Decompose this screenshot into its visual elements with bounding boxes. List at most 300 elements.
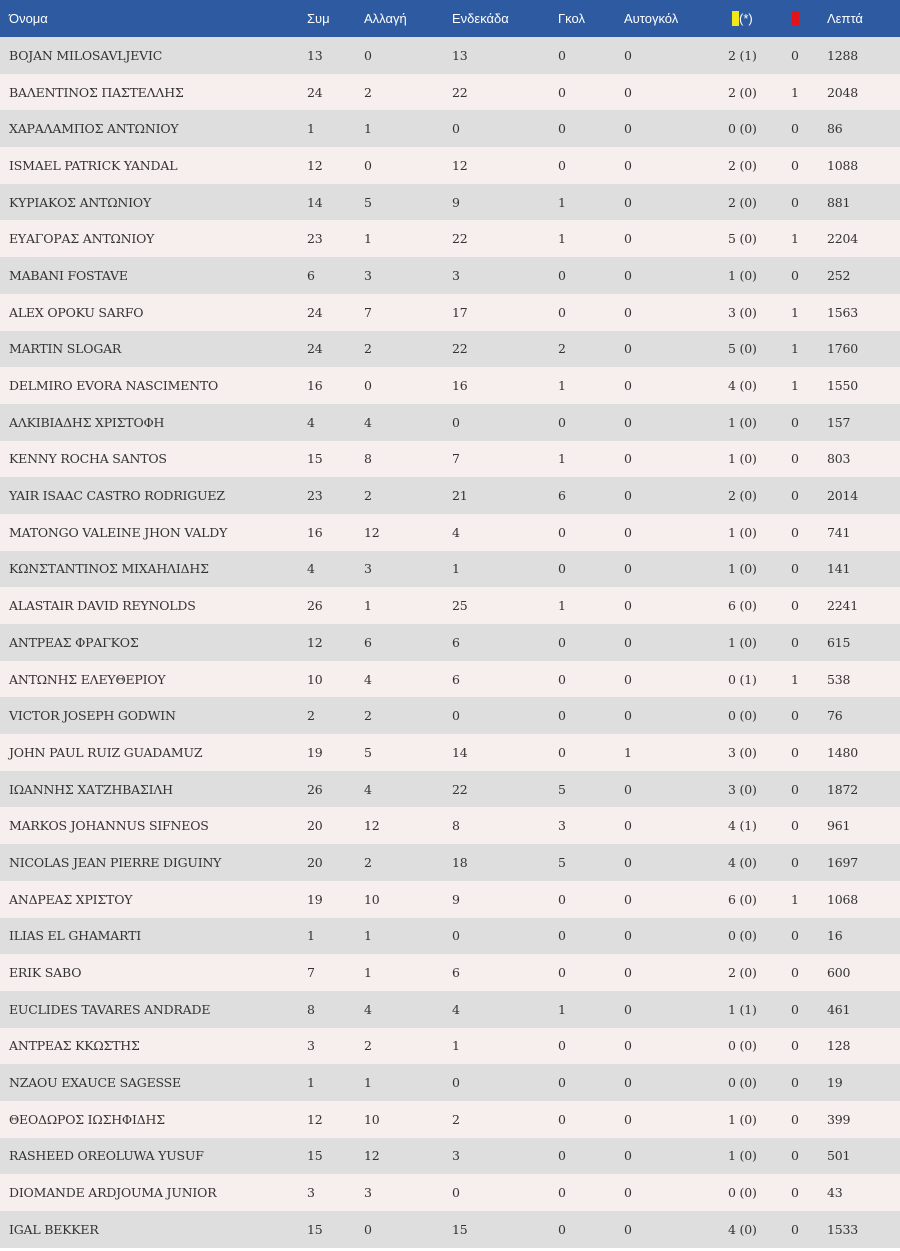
own-goals-cell: 0	[624, 157, 632, 173]
red-cards-cell: 0	[791, 561, 799, 577]
yellow-cards-cell: 1 (0)	[728, 451, 757, 467]
own-goals-cell: 0	[624, 1111, 632, 1127]
substitutions-cell: 8	[364, 451, 372, 467]
starting-lineup-cell: 17	[452, 304, 468, 320]
minutes-cell: 76	[827, 708, 843, 724]
table-row	[0, 477, 900, 514]
starting-lineup-cell: 8	[452, 818, 460, 834]
substitutions-cell: 1	[364, 231, 372, 247]
minutes-cell: 615	[827, 634, 851, 650]
goals-cell: 5	[558, 854, 566, 870]
red-cards-cell: 0	[791, 781, 799, 797]
starting-lineup-cell: 6	[452, 634, 460, 650]
table-row	[0, 294, 900, 331]
own-goals-cell: 0	[624, 414, 632, 430]
appearances-cell: 12	[307, 157, 323, 173]
red-cards-cell: 0	[791, 194, 799, 210]
header-row	[0, 0, 900, 37]
yellow-cards-cell: 2 (0)	[728, 157, 757, 173]
substitutions-cell: 1	[364, 121, 372, 137]
substitutions-cell: 1	[364, 598, 372, 614]
player-name[interactable]: ILIAS EL GHAMARTI	[9, 928, 141, 944]
goals-cell: 1	[558, 1001, 566, 1017]
player-name[interactable]: ΘΕΟΔΩΡΟΣ ΙΩΣΗΦΙΔΗΣ	[9, 1111, 165, 1127]
goals-cell: 0	[558, 84, 566, 100]
substitutions-cell: 4	[364, 671, 372, 687]
appearances-cell: 16	[307, 524, 323, 540]
goals-cell: 0	[558, 744, 566, 760]
minutes-cell: 1550	[827, 378, 859, 394]
yellow-cards-cell: 2 (0)	[728, 965, 757, 981]
yellow-cards-cell: 2 (0)	[728, 84, 757, 100]
goals-cell: 1	[558, 378, 566, 394]
appearances-cell: 26	[307, 781, 323, 797]
minutes-cell: 16	[827, 928, 843, 944]
red-cards-cell: 0	[791, 267, 799, 283]
yellow-card-icon	[732, 11, 739, 26]
starting-lineup-cell: 22	[452, 781, 468, 797]
minutes-cell: 141	[827, 561, 851, 577]
minutes-cell: 881	[827, 194, 851, 210]
red-cards-cell: 0	[791, 744, 799, 760]
red-cards-cell: 0	[791, 121, 799, 137]
player-name[interactable]: RASHEED OREOLUWA YUSUF	[9, 1148, 204, 1164]
player-name[interactable]: MABANI FOSTAVE	[9, 267, 128, 283]
goals-cell: 0	[558, 634, 566, 650]
starting-lineup-cell: 7	[452, 451, 460, 467]
own-goals-cell: 0	[624, 194, 632, 210]
own-goals-cell: 0	[624, 1075, 632, 1091]
substitutions-cell: 5	[364, 744, 372, 760]
starting-lineup-cell: 14	[452, 744, 468, 760]
player-name[interactable]: KENNY ROCHA SANTOS	[9, 451, 167, 467]
own-goals-cell: 0	[624, 781, 632, 797]
red-cards-cell: 0	[791, 598, 799, 614]
appearances-cell: 2	[307, 708, 315, 724]
substitutions-cell: 6	[364, 634, 372, 650]
red-cards-cell: 0	[791, 451, 799, 467]
table-row	[0, 697, 900, 734]
red-cards-cell: 0	[791, 854, 799, 870]
starting-lineup-cell: 2	[452, 1111, 460, 1127]
player-name[interactable]: NZAOU EXAUCE SAGESSE	[9, 1075, 181, 1091]
table-row	[0, 991, 900, 1028]
substitutions-cell: 1	[364, 928, 372, 944]
minutes-cell: 1697	[827, 854, 859, 870]
substitutions-cell: 4	[364, 414, 372, 430]
starting-lineup-cell: 6	[452, 965, 460, 981]
substitutions-cell: 12	[364, 818, 380, 834]
red-cards-cell: 0	[791, 1075, 799, 1091]
goals-cell: 0	[558, 1038, 566, 1054]
own-goals-cell: 0	[624, 488, 632, 504]
minutes-cell: 538	[827, 671, 851, 687]
substitutions-cell: 12	[364, 1148, 380, 1164]
appearances-cell: 8	[307, 1001, 315, 1017]
yellow-cards-cell: 4 (0)	[728, 1221, 757, 1237]
starting-lineup-cell: 1	[452, 561, 460, 577]
appearances-cell: 7	[307, 965, 315, 981]
minutes-cell: 2048	[827, 84, 859, 100]
appearances-cell: 15	[307, 451, 323, 467]
starting-lineup-cell: 0	[452, 708, 460, 724]
yellow-cards-cell: 1 (0)	[728, 1148, 757, 1164]
appearances-cell: 15	[307, 1148, 323, 1164]
starting-lineup-cell: 3	[452, 1148, 460, 1164]
appearances-cell: 24	[307, 304, 323, 320]
substitutions-cell: 3	[364, 1185, 372, 1201]
own-goals-cell: 0	[624, 928, 632, 944]
table-row	[0, 147, 900, 184]
substitutions-cell: 3	[364, 561, 372, 577]
minutes-cell: 600	[827, 965, 851, 981]
yellow-cards-cell: 0 (0)	[728, 928, 757, 944]
starting-lineup-cell: 0	[452, 1185, 460, 1201]
appearances-cell: 10	[307, 671, 323, 687]
minutes-cell: 461	[827, 1001, 851, 1017]
player-name[interactable]: DELMIRO EVORA NASCIMENTO	[9, 378, 219, 394]
table-row	[0, 954, 900, 991]
player-name[interactable]: ALASTAIR DAVID REYNOLDS	[9, 598, 196, 614]
appearances-cell: 6	[307, 267, 315, 283]
own-goals-cell: 0	[624, 561, 632, 577]
starting-lineup-cell: 3	[452, 267, 460, 283]
yellow-cards-cell: 0 (1)	[728, 671, 757, 687]
appearances-cell: 12	[307, 1111, 323, 1127]
own-goals-cell: 0	[624, 84, 632, 100]
player-name[interactable]: ΚΥΡΙΑΚΟΣ ΑΝΤΩΝΙΟΥ	[9, 194, 152, 210]
table-row	[0, 624, 900, 661]
red-cards-cell: 0	[791, 1001, 799, 1017]
minutes-cell: 961	[827, 818, 851, 834]
player-name[interactable]: ΑΝΤΡΕΑΣ ΚΚΩΣΤΗΣ	[9, 1038, 140, 1054]
table-row	[0, 844, 900, 881]
yellow-cards-cell: 0 (0)	[728, 1075, 757, 1091]
goals-cell: 3	[558, 818, 566, 834]
player-name[interactable]: JOHN PAUL RUIZ GUADAMUZ	[9, 744, 203, 760]
red-cards-cell: 0	[791, 928, 799, 944]
own-goals-cell: 1	[624, 744, 632, 760]
yellow-cards-cell: 1 (0)	[728, 561, 757, 577]
yellow-cards-cell: 5 (0)	[728, 341, 757, 357]
table-row	[0, 331, 900, 368]
table-row	[0, 881, 900, 918]
header-yellow-suffix: (*)	[739, 11, 753, 26]
starting-lineup-cell: 22	[452, 341, 468, 357]
header-yellow-cards[interactable]	[728, 0, 791, 37]
table-row	[0, 771, 900, 808]
player-name[interactable]: NICOLAS JEAN PIERRE DIGUINY	[9, 854, 222, 870]
table-row	[0, 74, 900, 111]
player-name[interactable]: YAIR ISAAC CASTRO RODRIGUEZ	[9, 488, 225, 504]
header-red-cards[interactable]	[791, 0, 827, 37]
appearances-cell: 16	[307, 378, 323, 394]
red-cards-cell: 1	[791, 378, 799, 394]
table-row	[0, 1064, 900, 1101]
appearances-cell: 24	[307, 341, 323, 357]
minutes-cell: 399	[827, 1111, 851, 1127]
yellow-cards-cell: 5 (0)	[728, 231, 757, 247]
appearances-cell: 4	[307, 561, 315, 577]
own-goals-cell: 0	[624, 451, 632, 467]
yellow-cards-cell: 1 (1)	[728, 1001, 757, 1017]
player-name[interactable]: MARTIN SLOGAR	[9, 341, 122, 357]
goals-cell: 0	[558, 1221, 566, 1237]
table-row	[0, 551, 900, 588]
appearances-cell: 23	[307, 488, 323, 504]
header-goals[interactable]: Γκολ	[558, 11, 585, 26]
yellow-cards-cell: 3 (0)	[728, 781, 757, 797]
table-row	[0, 661, 900, 698]
appearances-cell: 12	[307, 634, 323, 650]
substitutions-cell: 2	[364, 488, 372, 504]
substitutions-cell: 0	[364, 1221, 372, 1237]
starting-lineup-cell: 4	[452, 1001, 460, 1017]
player-name[interactable]: ΚΩΝΣΤΑΝΤΙΝΟΣ ΜΙΧΑΗΛΙΔΗΣ	[9, 561, 209, 577]
yellow-cards-cell: 3 (0)	[728, 304, 757, 320]
goals-cell: 0	[558, 267, 566, 283]
goals-cell: 0	[558, 1111, 566, 1127]
substitutions-cell: 1	[364, 1075, 372, 1091]
minutes-cell: 803	[827, 451, 851, 467]
player-name[interactable]: DIOMANDE ARDJOUMA JUNIOR	[9, 1185, 217, 1201]
red-cards-cell: 0	[791, 488, 799, 504]
red-cards-cell: 1	[791, 891, 799, 907]
own-goals-cell: 0	[624, 708, 632, 724]
goals-cell: 0	[558, 121, 566, 137]
appearances-cell: 19	[307, 744, 323, 760]
yellow-cards-cell: 0 (0)	[728, 121, 757, 137]
table-row	[0, 37, 900, 74]
table-row	[0, 1174, 900, 1211]
own-goals-cell: 0	[624, 818, 632, 834]
player-name[interactable]: ΑΝΤΩΝΗΣ ΕΛΕΥΘΕΡΙΟΥ	[9, 671, 166, 687]
yellow-cards-cell: 0 (0)	[728, 1185, 757, 1201]
appearances-cell: 3	[307, 1038, 315, 1054]
table-row	[0, 1101, 900, 1138]
substitutions-cell: 4	[364, 1001, 372, 1017]
goals-cell: 0	[558, 891, 566, 907]
substitutions-cell: 2	[364, 708, 372, 724]
red-cards-cell: 0	[791, 47, 799, 63]
starting-lineup-cell: 18	[452, 854, 468, 870]
player-name[interactable]: BOJAN MILOSAVLJEVIC	[9, 47, 163, 63]
goals-cell: 1	[558, 194, 566, 210]
substitutions-cell: 3	[364, 267, 372, 283]
own-goals-cell: 0	[624, 524, 632, 540]
substitutions-cell: 4	[364, 781, 372, 797]
substitutions-cell: 0	[364, 47, 372, 63]
appearances-cell: 4	[307, 414, 315, 430]
minutes-cell: 86	[827, 121, 843, 137]
table-row	[0, 587, 900, 624]
player-name[interactable]: EUCLIDES TAVARES ANDRADE	[9, 1001, 211, 1017]
player-name[interactable]: ERIK SABO	[9, 965, 82, 981]
table-row	[0, 514, 900, 551]
own-goals-cell: 0	[624, 1148, 632, 1164]
own-goals-cell: 0	[624, 341, 632, 357]
yellow-cards-cell: 1 (0)	[728, 414, 757, 430]
header-appearances[interactable]: Συμ	[307, 11, 330, 26]
minutes-cell: 741	[827, 524, 851, 540]
yellow-cards-cell: 1 (0)	[728, 1111, 757, 1127]
red-cards-cell: 0	[791, 965, 799, 981]
player-name[interactable]: ΑΛΚΙΒΙΑΔΗΣ ΧΡΙΣΤΟΦΗ	[9, 414, 165, 430]
starting-lineup-cell: 6	[452, 671, 460, 687]
player-name[interactable]: ΕΥΑΓΟΡΑΣ ΑΝΤΩΝΙΟΥ	[9, 231, 155, 247]
minutes-cell: 501	[827, 1148, 851, 1164]
minutes-cell: 128	[827, 1038, 851, 1054]
goals-cell: 0	[558, 157, 566, 173]
minutes-cell: 19	[827, 1075, 843, 1091]
header-minutes[interactable]: Λεπτά	[827, 11, 863, 26]
starting-lineup-cell: 9	[452, 891, 460, 907]
own-goals-cell: 0	[624, 1185, 632, 1201]
goals-cell: 0	[558, 414, 566, 430]
starting-lineup-cell: 0	[452, 928, 460, 944]
yellow-cards-cell: 2 (0)	[728, 488, 757, 504]
red-cards-cell: 0	[791, 1111, 799, 1127]
red-cards-cell: 1	[791, 231, 799, 247]
red-cards-cell: 0	[791, 1038, 799, 1054]
player-name[interactable]: ISMAEL PATRICK YANDAL	[9, 157, 178, 173]
goals-cell: 0	[558, 965, 566, 981]
goals-cell: 0	[558, 1185, 566, 1201]
minutes-cell: 1088	[827, 157, 859, 173]
red-cards-cell: 0	[791, 524, 799, 540]
red-cards-cell: 0	[791, 1148, 799, 1164]
minutes-cell: 1288	[827, 47, 859, 63]
table-row	[0, 734, 900, 771]
player-name[interactable]: IGAL BEKKER	[9, 1221, 99, 1237]
substitutions-cell: 10	[364, 891, 380, 907]
minutes-cell: 1872	[827, 781, 859, 797]
header-starting-lineup[interactable]: Ενδεκάδα	[452, 11, 509, 26]
player-name[interactable]: VICTOR JOSEPH GODWIN	[9, 708, 176, 724]
player-name[interactable]: ΑΝΔΡΕΑΣ ΧΡΙΣΤΟΥ	[9, 891, 133, 907]
starting-lineup-cell: 25	[452, 598, 468, 614]
appearances-cell: 13	[307, 47, 323, 63]
player-name[interactable]: MARKOS JOHANNUS SIFNEOS	[9, 818, 209, 834]
minutes-cell: 2241	[827, 598, 859, 614]
table-row	[0, 441, 900, 478]
appearances-cell: 23	[307, 231, 323, 247]
yellow-cards-cell: 4 (0)	[728, 378, 757, 394]
red-cards-cell: 1	[791, 341, 799, 357]
goals-cell: 0	[558, 928, 566, 944]
goals-cell: 6	[558, 488, 566, 504]
own-goals-cell: 0	[624, 891, 632, 907]
red-cards-cell: 0	[791, 818, 799, 834]
appearances-cell: 1	[307, 928, 315, 944]
table-row	[0, 807, 900, 844]
starting-lineup-cell: 4	[452, 524, 460, 540]
starting-lineup-cell: 9	[452, 194, 460, 210]
red-cards-cell: 0	[791, 634, 799, 650]
goals-cell: 2	[558, 341, 566, 357]
yellow-cards-cell: 1 (0)	[728, 524, 757, 540]
yellow-cards-cell: 1 (0)	[728, 267, 757, 283]
appearances-cell: 20	[307, 818, 323, 834]
substitutions-cell: 2	[364, 84, 372, 100]
table-header	[0, 0, 900, 37]
starting-lineup-cell: 1	[452, 1038, 460, 1054]
goals-cell: 0	[558, 1148, 566, 1164]
appearances-cell: 19	[307, 891, 323, 907]
goals-cell: 1	[558, 451, 566, 467]
appearances-cell: 24	[307, 84, 323, 100]
starting-lineup-cell: 16	[452, 378, 468, 394]
starting-lineup-cell: 22	[452, 84, 468, 100]
substitutions-cell: 2	[364, 1038, 372, 1054]
substitutions-cell: 2	[364, 854, 372, 870]
minutes-cell: 2204	[827, 231, 859, 247]
header-substitutions[interactable]: Αλλαγή	[364, 11, 407, 26]
red-cards-cell: 0	[791, 1185, 799, 1201]
own-goals-cell: 0	[624, 267, 632, 283]
minutes-cell: 43	[827, 1185, 843, 1201]
goals-cell: 0	[558, 708, 566, 724]
player-name[interactable]: MATONGO VALEINE JHON VALDY	[9, 524, 228, 540]
table-row	[0, 918, 900, 955]
table-row	[0, 1028, 900, 1065]
own-goals-cell: 0	[624, 121, 632, 137]
starting-lineup-cell: 21	[452, 488, 468, 504]
player-name[interactable]: ΧΑΡΑΛΑΜΠΟΣ ΑΝΤΩΝΙΟΥ	[9, 121, 179, 137]
substitutions-cell: 10	[364, 1111, 380, 1127]
header-name[interactable]: Όνομα	[9, 11, 48, 26]
yellow-cards-cell: 6 (0)	[728, 891, 757, 907]
yellow-cards-cell: 3 (0)	[728, 744, 757, 760]
table-row	[0, 1138, 900, 1175]
own-goals-cell: 0	[624, 634, 632, 650]
own-goals-cell: 0	[624, 304, 632, 320]
player-name[interactable]: ΒΑΛΕΝΤΙΝΟΣ ΠΑΣΤΕΛΛΗΣ	[9, 84, 184, 100]
player-name[interactable]: ALEX OPOKU SARFO	[9, 304, 144, 320]
own-goals-cell: 0	[624, 598, 632, 614]
table-row	[0, 110, 900, 147]
red-cards-cell: 0	[791, 1221, 799, 1237]
goals-cell: 1	[558, 231, 566, 247]
header-own-goals[interactable]: Αυτογκόλ	[624, 11, 679, 26]
yellow-cards-cell: 4 (0)	[728, 854, 757, 870]
appearances-cell: 15	[307, 1221, 323, 1237]
player-name[interactable]: ΙΩΑΝΝΗΣ ΧΑΤΖΗΒΑΣΙΛΗ	[9, 781, 173, 797]
starting-lineup-cell: 0	[452, 414, 460, 430]
yellow-cards-cell: 4 (1)	[728, 818, 757, 834]
red-cards-cell: 1	[791, 304, 799, 320]
red-cards-cell: 1	[791, 671, 799, 687]
substitutions-cell: 7	[364, 304, 372, 320]
table-row	[0, 367, 900, 404]
substitutions-cell: 0	[364, 378, 372, 394]
red-cards-cell: 1	[791, 84, 799, 100]
minutes-cell: 252	[827, 267, 851, 283]
table-row	[0, 184, 900, 221]
player-name[interactable]: ΑΝΤΡΕΑΣ ΦΡΑΓΚΟΣ	[9, 634, 139, 650]
table-row	[0, 404, 900, 441]
red-card-icon	[792, 11, 799, 26]
goals-cell: 0	[558, 671, 566, 687]
yellow-cards-cell: 2 (0)	[728, 194, 757, 210]
goals-cell: 0	[558, 524, 566, 540]
starting-lineup-cell: 15	[452, 1221, 468, 1237]
goals-cell: 0	[558, 304, 566, 320]
yellow-cards-cell: 2 (1)	[728, 47, 757, 63]
minutes-cell: 157	[827, 414, 851, 430]
minutes-cell: 1480	[827, 744, 859, 760]
goals-cell: 5	[558, 781, 566, 797]
